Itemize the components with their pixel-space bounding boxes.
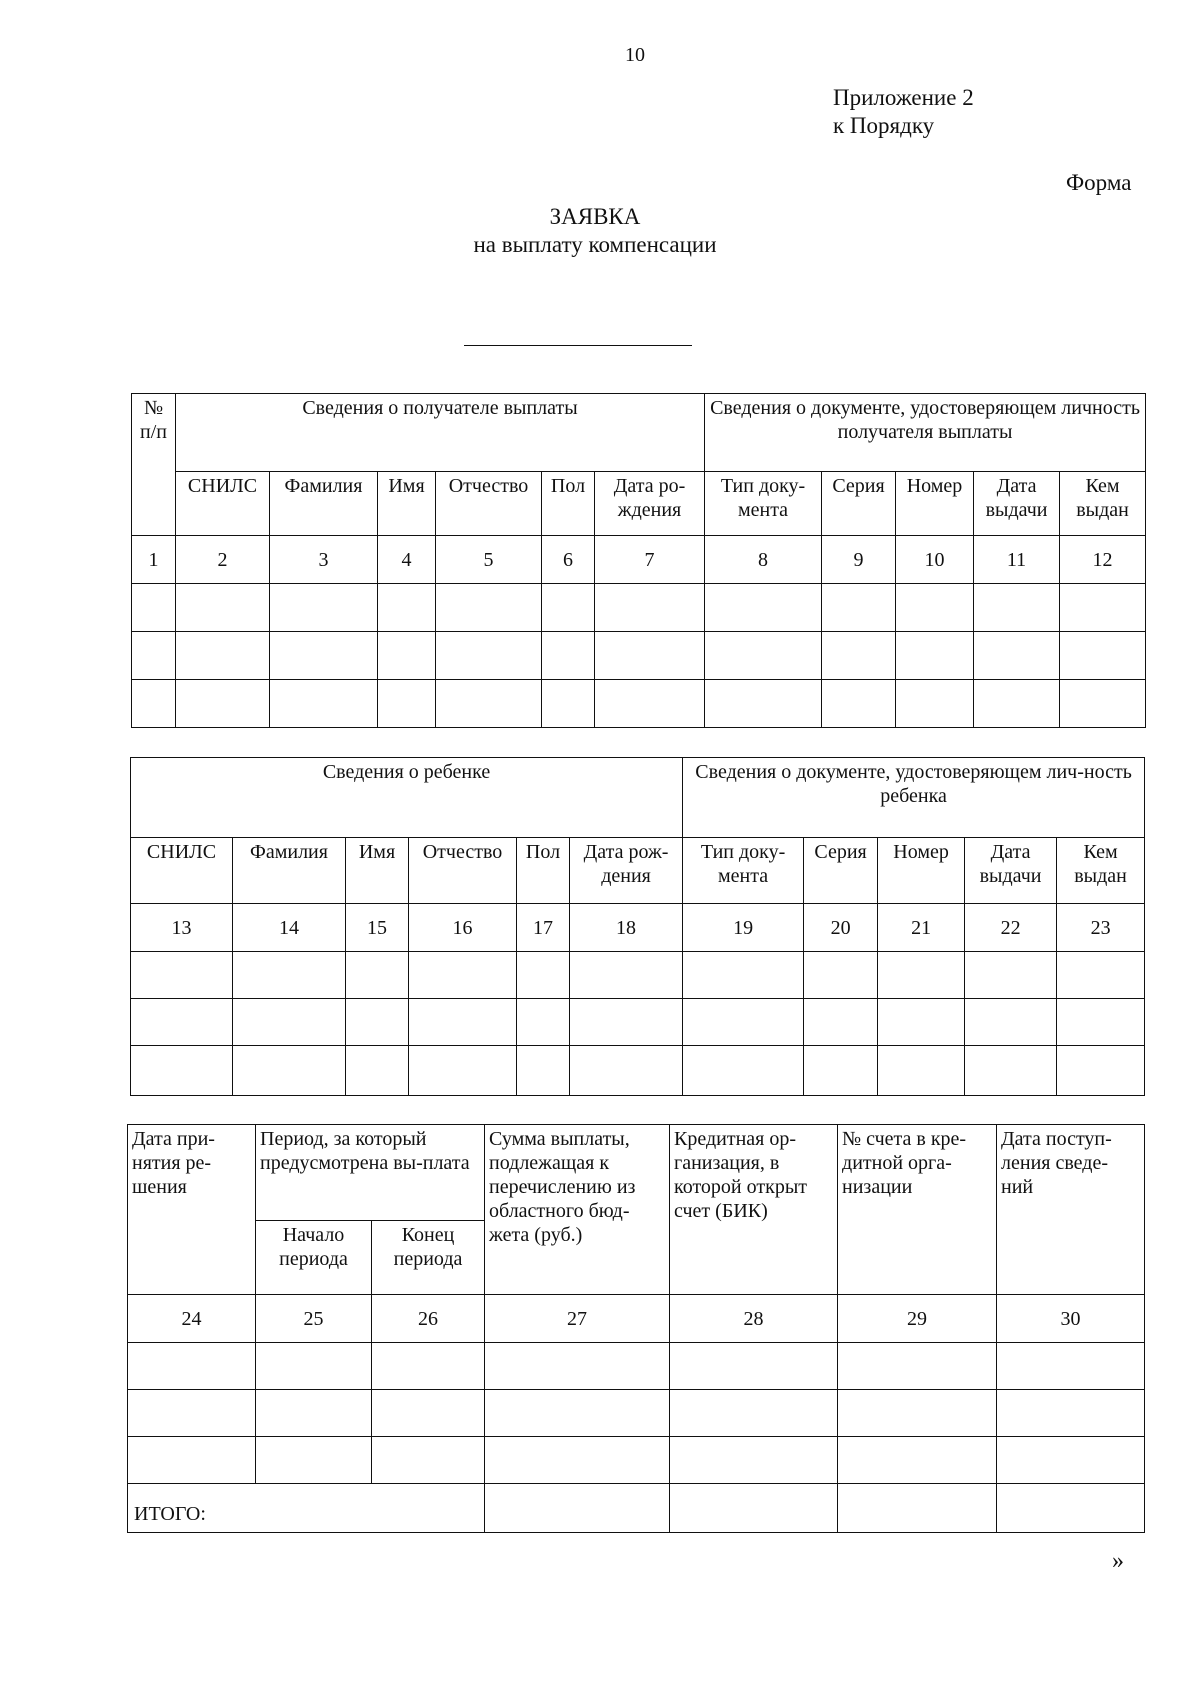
- header-decision-date: Дата при-нятия ре-шения: [128, 1125, 256, 1295]
- empty-cell[interactable]: [485, 1437, 670, 1484]
- empty-cell[interactable]: [965, 999, 1057, 1046]
- appendix-line-1: Приложение 2: [833, 85, 974, 110]
- empty-cell[interactable]: [176, 680, 270, 728]
- empty-cell[interactable]: [409, 999, 517, 1046]
- header-document-type: Тип доку-мента: [705, 472, 822, 536]
- column-number: 8: [705, 536, 822, 584]
- blank-fill-line: [464, 345, 692, 346]
- empty-cell[interactable]: [256, 1343, 372, 1390]
- header-birth-date: Дата рож-дения: [570, 838, 683, 904]
- empty-cell[interactable]: [896, 584, 974, 632]
- empty-cell[interactable]: [997, 1484, 1145, 1533]
- child-info-header: Сведения о ребенке: [131, 758, 683, 838]
- appendix-line-2: к Порядку: [833, 113, 935, 138]
- appendix-reference: [833, 84, 974, 140]
- empty-cell[interactable]: [804, 999, 878, 1046]
- column-number: 30: [997, 1295, 1145, 1343]
- header-name: Имя: [346, 838, 409, 904]
- child-group-header-row: [131, 758, 1145, 838]
- empty-cell[interactable]: [822, 632, 896, 680]
- document-title: [0, 203, 1190, 259]
- column-number: 20: [804, 904, 878, 952]
- empty-cell[interactable]: [570, 1046, 683, 1096]
- empty-cell[interactable]: [997, 1390, 1145, 1437]
- total-row: [128, 1484, 1145, 1533]
- column-number: 9: [822, 536, 896, 584]
- table-row: [131, 952, 1145, 999]
- empty-cell[interactable]: [128, 1343, 256, 1390]
- column-number: 28: [670, 1295, 838, 1343]
- column-number: 11: [974, 536, 1060, 584]
- header-surname: Фамилия: [233, 838, 346, 904]
- empty-cell[interactable]: [132, 584, 176, 632]
- column-number-row: [128, 1295, 1145, 1343]
- column-number-row: [132, 536, 1146, 584]
- empty-cell[interactable]: [683, 1046, 804, 1096]
- header-document-type: Тип доку-мента: [683, 838, 804, 904]
- column-number: 1: [132, 536, 176, 584]
- empty-cell[interactable]: [670, 1484, 838, 1533]
- empty-cell[interactable]: [683, 999, 804, 1046]
- payment-table: [127, 1124, 1145, 1533]
- empty-cell[interactable]: [378, 632, 436, 680]
- closing-quote: »: [1112, 1548, 1124, 1574]
- column-number: 7: [595, 536, 705, 584]
- empty-cell[interactable]: [974, 632, 1060, 680]
- table-row: [128, 1390, 1145, 1437]
- column-number: 10: [896, 536, 974, 584]
- empty-cell[interactable]: [131, 1046, 233, 1096]
- empty-cell[interactable]: [670, 1390, 838, 1437]
- empty-cell[interactable]: [705, 584, 822, 632]
- child-table: [130, 757, 1145, 1096]
- child-document-header: Сведения о документе, удостоверяющем лич-ность ребенка: [683, 758, 1145, 838]
- empty-cell[interactable]: [517, 952, 570, 999]
- empty-cell[interactable]: [436, 680, 542, 728]
- empty-cell[interactable]: [436, 584, 542, 632]
- empty-cell[interactable]: [822, 584, 896, 632]
- empty-cell[interactable]: [570, 999, 683, 1046]
- column-number: 29: [838, 1295, 997, 1343]
- empty-cell[interactable]: [132, 632, 176, 680]
- header-issue-date: Дата выдачи: [965, 838, 1057, 904]
- page-number: 10: [625, 44, 645, 66]
- empty-cell[interactable]: [595, 680, 705, 728]
- header-credit-organization: Кредитная ор-ганизация, в которой открыт счет (БИК): [670, 1125, 838, 1295]
- empty-cell[interactable]: [1057, 1046, 1145, 1096]
- empty-cell[interactable]: [838, 1437, 997, 1484]
- table-row: [128, 1343, 1145, 1390]
- empty-cell[interactable]: [670, 1343, 838, 1390]
- header-number: Номер: [896, 472, 974, 536]
- empty-cell[interactable]: [270, 680, 378, 728]
- recipient-group-header-row: [132, 394, 1146, 472]
- empty-cell[interactable]: [409, 952, 517, 999]
- header-payment-period: Период, за который предусмотрена вы-плата: [256, 1125, 485, 1221]
- table-row: [131, 1046, 1145, 1096]
- column-number: 3: [270, 536, 378, 584]
- empty-cell[interactable]: [176, 632, 270, 680]
- table-row: [131, 999, 1145, 1046]
- empty-cell[interactable]: [372, 1390, 485, 1437]
- header-period-start: Начало периода: [256, 1221, 372, 1295]
- column-number: 5: [436, 536, 542, 584]
- empty-cell[interactable]: [270, 584, 378, 632]
- empty-cell[interactable]: [346, 999, 409, 1046]
- column-number: 12: [1060, 536, 1146, 584]
- header-snils: СНИЛС: [131, 838, 233, 904]
- header-received-date: Дата поступ-ления сведе-ний: [997, 1125, 1145, 1295]
- recipient-column-header-row: [132, 472, 1146, 536]
- empty-cell[interactable]: [1057, 952, 1145, 999]
- empty-cell[interactable]: [974, 584, 1060, 632]
- empty-cell[interactable]: [233, 952, 346, 999]
- column-number: 19: [683, 904, 804, 952]
- column-number: 15: [346, 904, 409, 952]
- title-main: ЗАЯВКА: [549, 204, 641, 229]
- header-issued-by: Кем выдан: [1060, 472, 1146, 536]
- header-sex: Пол: [542, 472, 595, 536]
- empty-cell[interactable]: [595, 584, 705, 632]
- empty-cell[interactable]: [878, 999, 965, 1046]
- recipient-info-header: Сведения о получателе выплаты: [176, 394, 705, 472]
- empty-cell[interactable]: [233, 999, 346, 1046]
- empty-cell[interactable]: [542, 680, 595, 728]
- empty-cell[interactable]: [896, 632, 974, 680]
- header-series: Серия: [822, 472, 896, 536]
- empty-cell[interactable]: [378, 680, 436, 728]
- column-number: 4: [378, 536, 436, 584]
- empty-cell[interactable]: [838, 1484, 997, 1533]
- form-label: Форма: [1066, 170, 1132, 195]
- empty-cell[interactable]: [270, 632, 378, 680]
- header-surname: Фамилия: [270, 472, 378, 536]
- empty-cell[interactable]: [822, 680, 896, 728]
- empty-cell[interactable]: [256, 1437, 372, 1484]
- empty-cell[interactable]: [1060, 584, 1146, 632]
- header-issue-date: Дата выдачи: [974, 472, 1060, 536]
- recipient-document-header: Сведения о документе, удостоверяющем личность получателя выплаты: [705, 394, 1146, 472]
- empty-cell[interactable]: [436, 632, 542, 680]
- empty-cell[interactable]: [570, 952, 683, 999]
- empty-cell[interactable]: [372, 1437, 485, 1484]
- column-number: 26: [372, 1295, 485, 1343]
- empty-cell[interactable]: [838, 1390, 997, 1437]
- column-number: 13: [131, 904, 233, 952]
- empty-cell[interactable]: [542, 632, 595, 680]
- empty-cell[interactable]: [346, 1046, 409, 1096]
- empty-cell[interactable]: [965, 952, 1057, 999]
- child-column-header-row: [131, 838, 1145, 904]
- header-snils: СНИЛС: [176, 472, 270, 536]
- column-number: 22: [965, 904, 1057, 952]
- column-number: 27: [485, 1295, 670, 1343]
- empty-cell[interactable]: [974, 680, 1060, 728]
- empty-cell[interactable]: [670, 1437, 838, 1484]
- empty-cell[interactable]: [878, 1046, 965, 1096]
- empty-cell[interactable]: [485, 1343, 670, 1390]
- empty-cell[interactable]: [804, 952, 878, 999]
- table-row: [132, 584, 1146, 632]
- column-number: 18: [570, 904, 683, 952]
- empty-cell[interactable]: [542, 584, 595, 632]
- column-number: 2: [176, 536, 270, 584]
- table-row: [128, 1437, 1145, 1484]
- table-row: [132, 632, 1146, 680]
- column-number: 17: [517, 904, 570, 952]
- header-account-number: № счета в кре-дитной орга-низации: [838, 1125, 997, 1295]
- empty-cell[interactable]: [878, 952, 965, 999]
- empty-cell[interactable]: [997, 1437, 1145, 1484]
- empty-cell[interactable]: [1060, 632, 1146, 680]
- empty-cell[interactable]: [965, 1046, 1057, 1096]
- empty-cell[interactable]: [1057, 999, 1145, 1046]
- column-number-row: [131, 904, 1145, 952]
- empty-cell[interactable]: [378, 584, 436, 632]
- empty-cell[interactable]: [485, 1390, 670, 1437]
- column-number: 16: [409, 904, 517, 952]
- empty-cell[interactable]: [1060, 680, 1146, 728]
- empty-cell[interactable]: [838, 1343, 997, 1390]
- column-number: 14: [233, 904, 346, 952]
- column-number: 23: [1057, 904, 1145, 952]
- empty-cell[interactable]: [372, 1343, 485, 1390]
- empty-cell[interactable]: [346, 952, 409, 999]
- column-number: 25: [256, 1295, 372, 1343]
- title-sub: на выплату компенсации: [473, 232, 717, 257]
- header-patronymic: Отчество: [436, 472, 542, 536]
- recipient-table: [131, 393, 1146, 728]
- header-sex: Пол: [517, 838, 570, 904]
- empty-cell[interactable]: [517, 1046, 570, 1096]
- total-label: ИТОГО:: [128, 1484, 485, 1533]
- empty-cell[interactable]: [595, 632, 705, 680]
- empty-cell[interactable]: [131, 952, 233, 999]
- header-period-end: Конец периода: [372, 1221, 485, 1295]
- empty-cell[interactable]: [683, 952, 804, 999]
- column-number: 21: [878, 904, 965, 952]
- header-number: Номер: [878, 838, 965, 904]
- row-number-header: № п/п: [132, 394, 176, 536]
- empty-cell[interactable]: [409, 1046, 517, 1096]
- empty-cell[interactable]: [128, 1437, 256, 1484]
- header-name: Имя: [378, 472, 436, 536]
- table-row: [132, 680, 1146, 728]
- header-birth-date: Дата ро-ждения: [595, 472, 705, 536]
- empty-cell[interactable]: [705, 632, 822, 680]
- empty-cell[interactable]: [896, 680, 974, 728]
- column-number: 6: [542, 536, 595, 584]
- empty-cell[interactable]: [256, 1390, 372, 1437]
- payment-header-row-1: [128, 1125, 1145, 1221]
- total-amount-cell[interactable]: [485, 1484, 670, 1533]
- empty-cell[interactable]: [176, 584, 270, 632]
- empty-cell[interactable]: [705, 680, 822, 728]
- empty-cell[interactable]: [997, 1343, 1145, 1390]
- empty-cell[interactable]: [131, 999, 233, 1046]
- header-payment-amount: Сумма выплаты, подлежащая к перечислению из областного бюд-жета (руб.): [485, 1125, 670, 1295]
- column-number: 24: [128, 1295, 256, 1343]
- empty-cell[interactable]: [804, 1046, 878, 1096]
- empty-cell[interactable]: [233, 1046, 346, 1096]
- header-patronymic: Отчество: [409, 838, 517, 904]
- header-series: Серия: [804, 838, 878, 904]
- empty-cell[interactable]: [517, 999, 570, 1046]
- empty-cell[interactable]: [132, 680, 176, 728]
- header-issued-by: Кем выдан: [1057, 838, 1145, 904]
- empty-cell[interactable]: [128, 1390, 256, 1437]
